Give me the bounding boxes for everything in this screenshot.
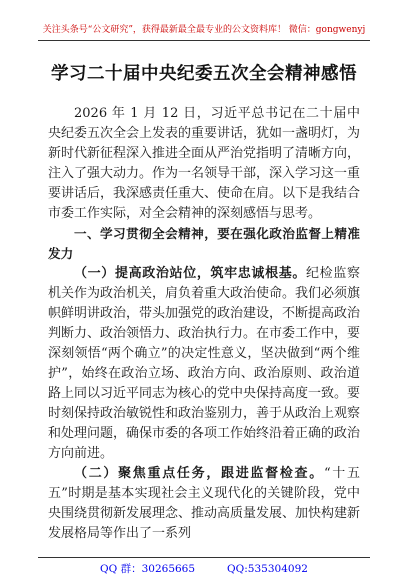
point-1-lead: （一）提高政治站位，筑牢忠诚根基。 bbox=[74, 266, 307, 281]
point-1-paragraph bbox=[48, 264, 360, 464]
point-2-body: “十五五”时期是基本实现社会主义现代化的关键阶段，党中央围绕贯彻新发展理念、推动高质量发展、加快构建新发展格局等作出了一系列 bbox=[48, 466, 361, 541]
qq-group-text: QQ 群：30265665 bbox=[100, 563, 196, 575]
footer-divider bbox=[38, 557, 370, 558]
document-title: 学习二十届中央纪委五次全会精神感悟 bbox=[51, 64, 357, 84]
promo-header: 关注头条号“公文研究”，获得最新最全最专业的公文资料库！ 微信：gongwenyj bbox=[42, 25, 366, 35]
document-body bbox=[48, 104, 360, 544]
point-2-lead: （二）聚焦重点任务，跟进监督检查。 bbox=[74, 466, 324, 481]
point-2-paragraph bbox=[48, 464, 360, 544]
contact-footer bbox=[0, 561, 408, 576]
qq-contact-text: QQ:535304092 bbox=[227, 563, 308, 575]
intro-paragraph: 2026 年 1 月 12 日，习近平总书记在二十届中央纪委五次全会上发表的重要讲话，犹如一盏明灯，为新时代新征程深入推进全面从严治党指明了清晰方向，注入了强大动力。作为一名领导干部，深入学习这一重要讲话后，我深感责任重大、使命在肩。以下是我结合市委工作实际，对全会精神的深刻感悟与思考。 bbox=[48, 106, 361, 221]
header-divider bbox=[38, 40, 370, 41]
point-1-body: 纪检监察机关作为政治机关，肩负着重大政治使命。我们必须旗帜鲜明讲政治，带头加强党的政治建设，不断提高政治判断力、政治领悟力、政治执行力。在市委工作中，要深刻领悟“两个确立”的决定性意义，坚决做到“两个维护”，始终在政治立场、政治方向、政治原则、政治道路上同以习近平同志为核心的党中央保持高度一致。要时刻保持政治敏锐性和政治鉴别力，善于从政治上观察和处理问题，确保市委的各项工作始终沿着正确的政治方向前进。 bbox=[48, 266, 361, 461]
section-heading: 一、学习贯彻全会精神，要在强化政治监督上精准发力 bbox=[48, 226, 360, 261]
